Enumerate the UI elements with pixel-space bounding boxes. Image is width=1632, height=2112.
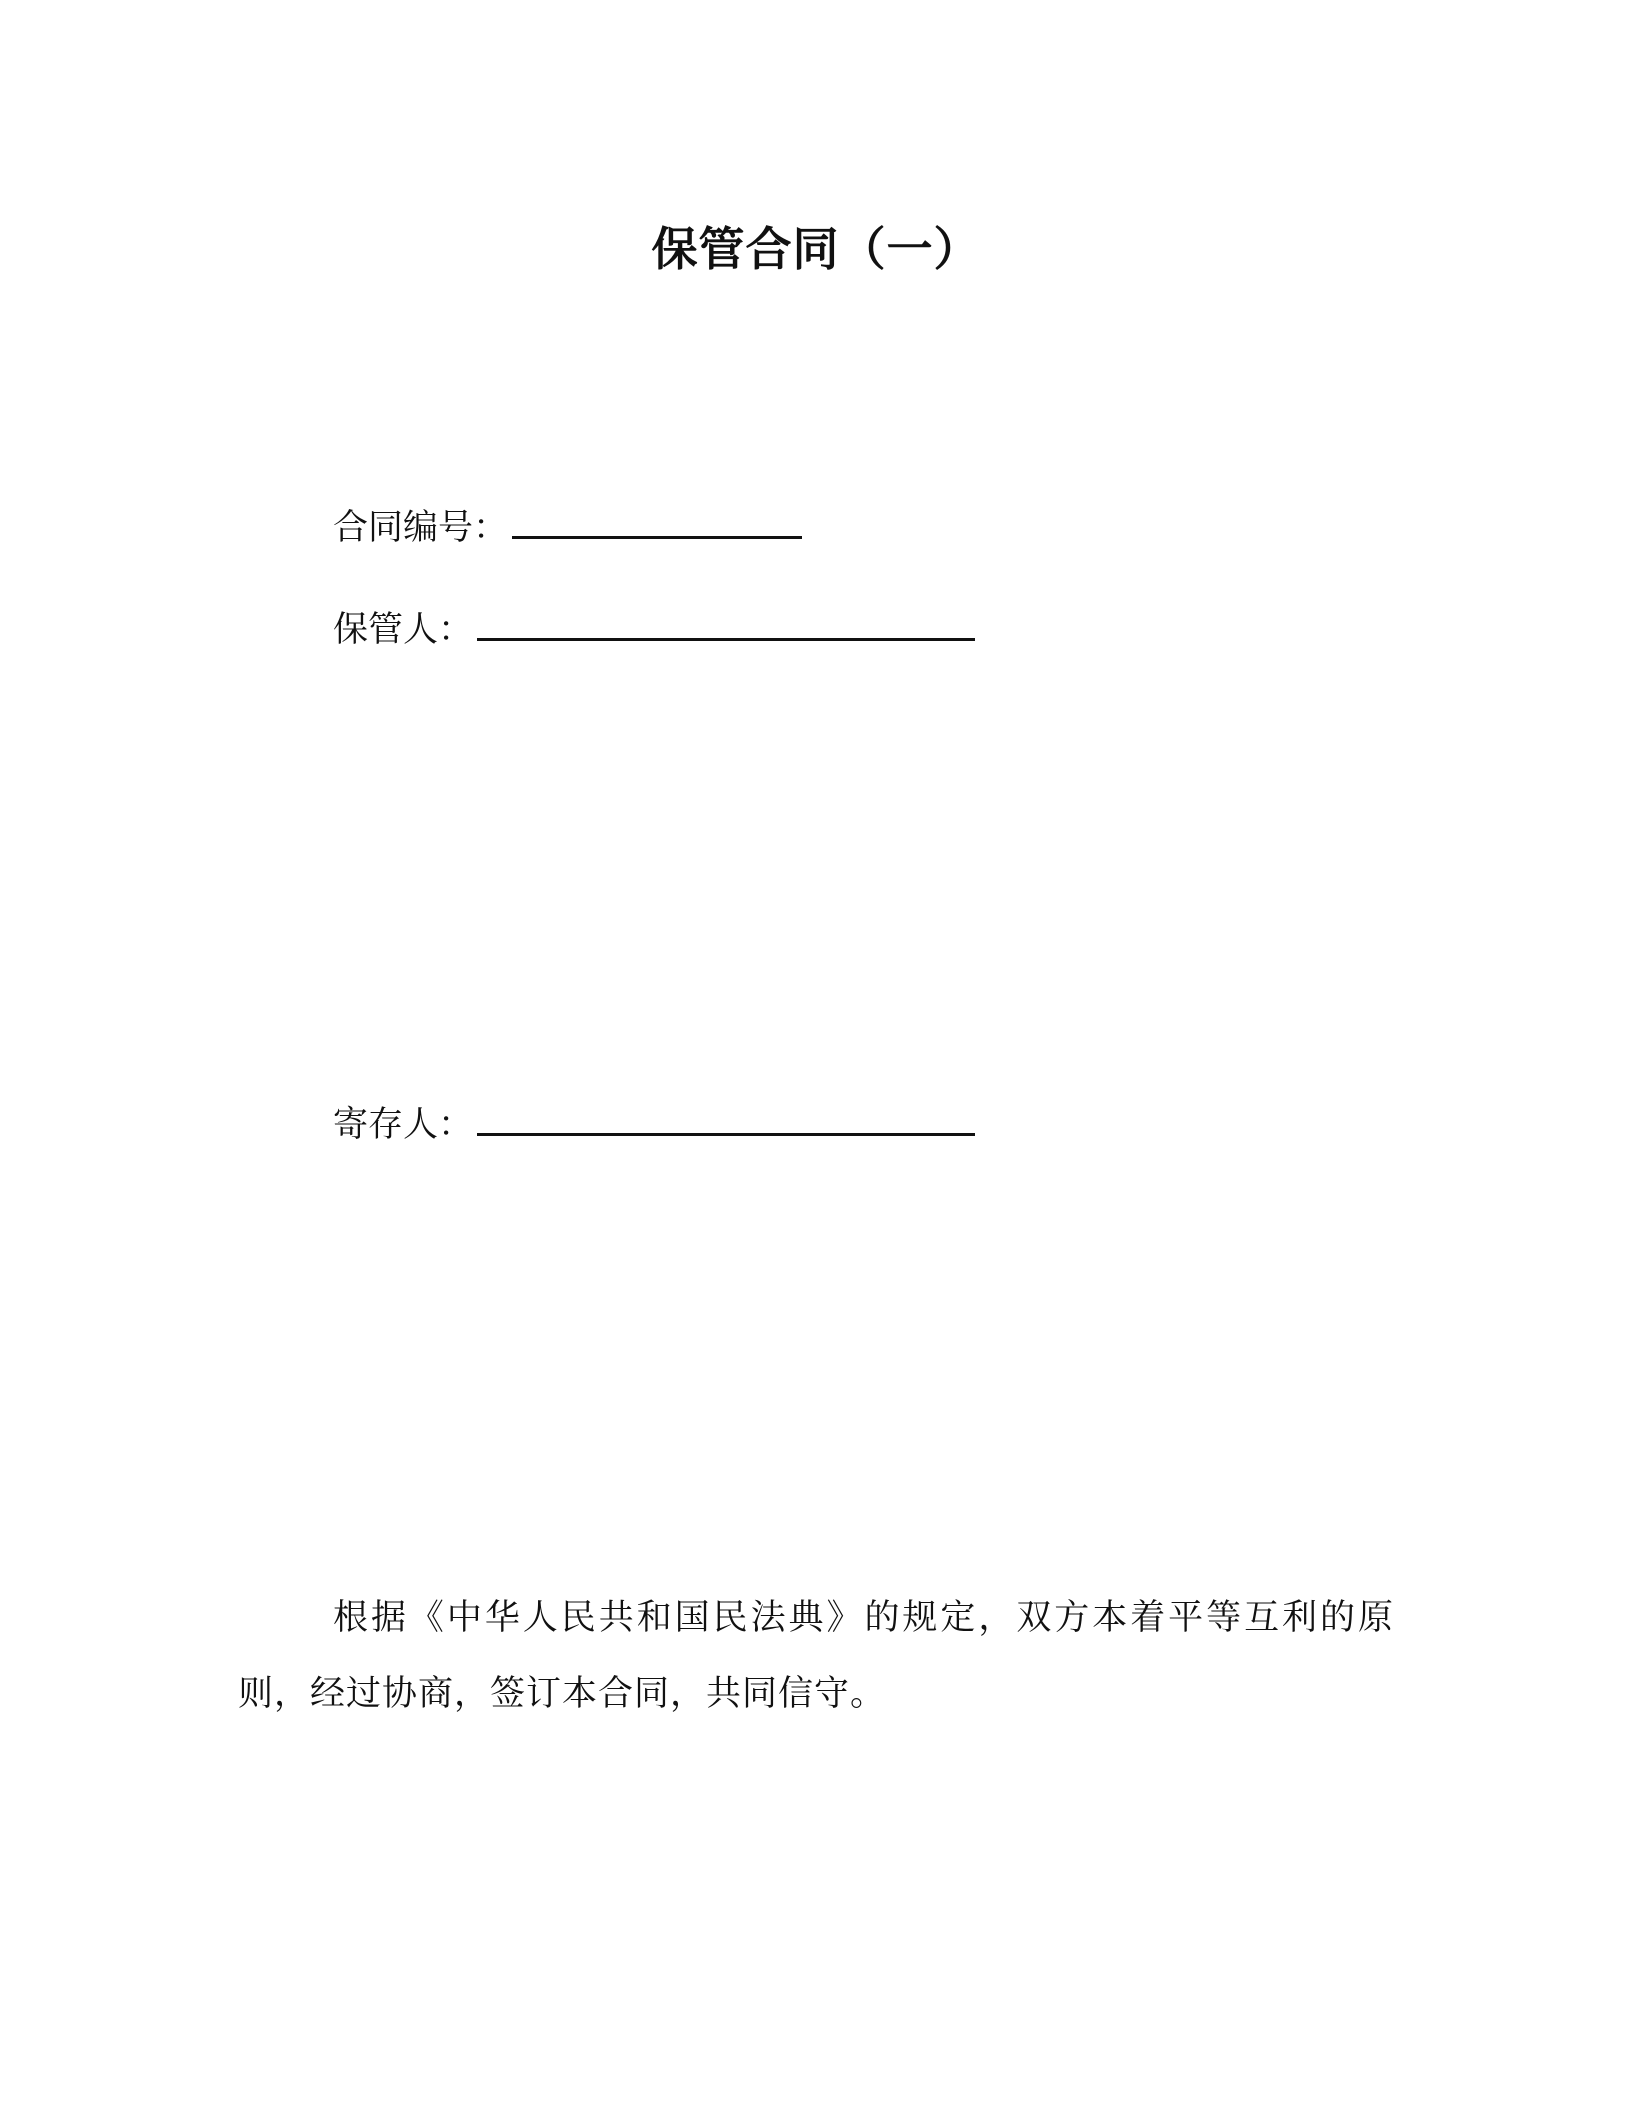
depositor-label: 寄存人： bbox=[333, 1105, 474, 1145]
document-title: 保管合同（一） bbox=[651, 222, 981, 276]
contract-number-field bbox=[333, 496, 802, 553]
preamble-paragraph: 根据《中华人民共和国民法典》的规定，双方本着平等互利的原则，经过协商，签订本合同，共同信守。 bbox=[238, 1598, 1394, 1714]
contract-number-blank-line bbox=[512, 496, 802, 539]
depositor-field bbox=[333, 1093, 975, 1150]
depositor-blank-line bbox=[477, 1093, 975, 1136]
custodian-field bbox=[333, 598, 975, 655]
contract-number-label: 合同编号： bbox=[333, 508, 509, 548]
custodian-label: 保管人： bbox=[333, 610, 474, 650]
custodian-blank-line bbox=[477, 598, 975, 641]
